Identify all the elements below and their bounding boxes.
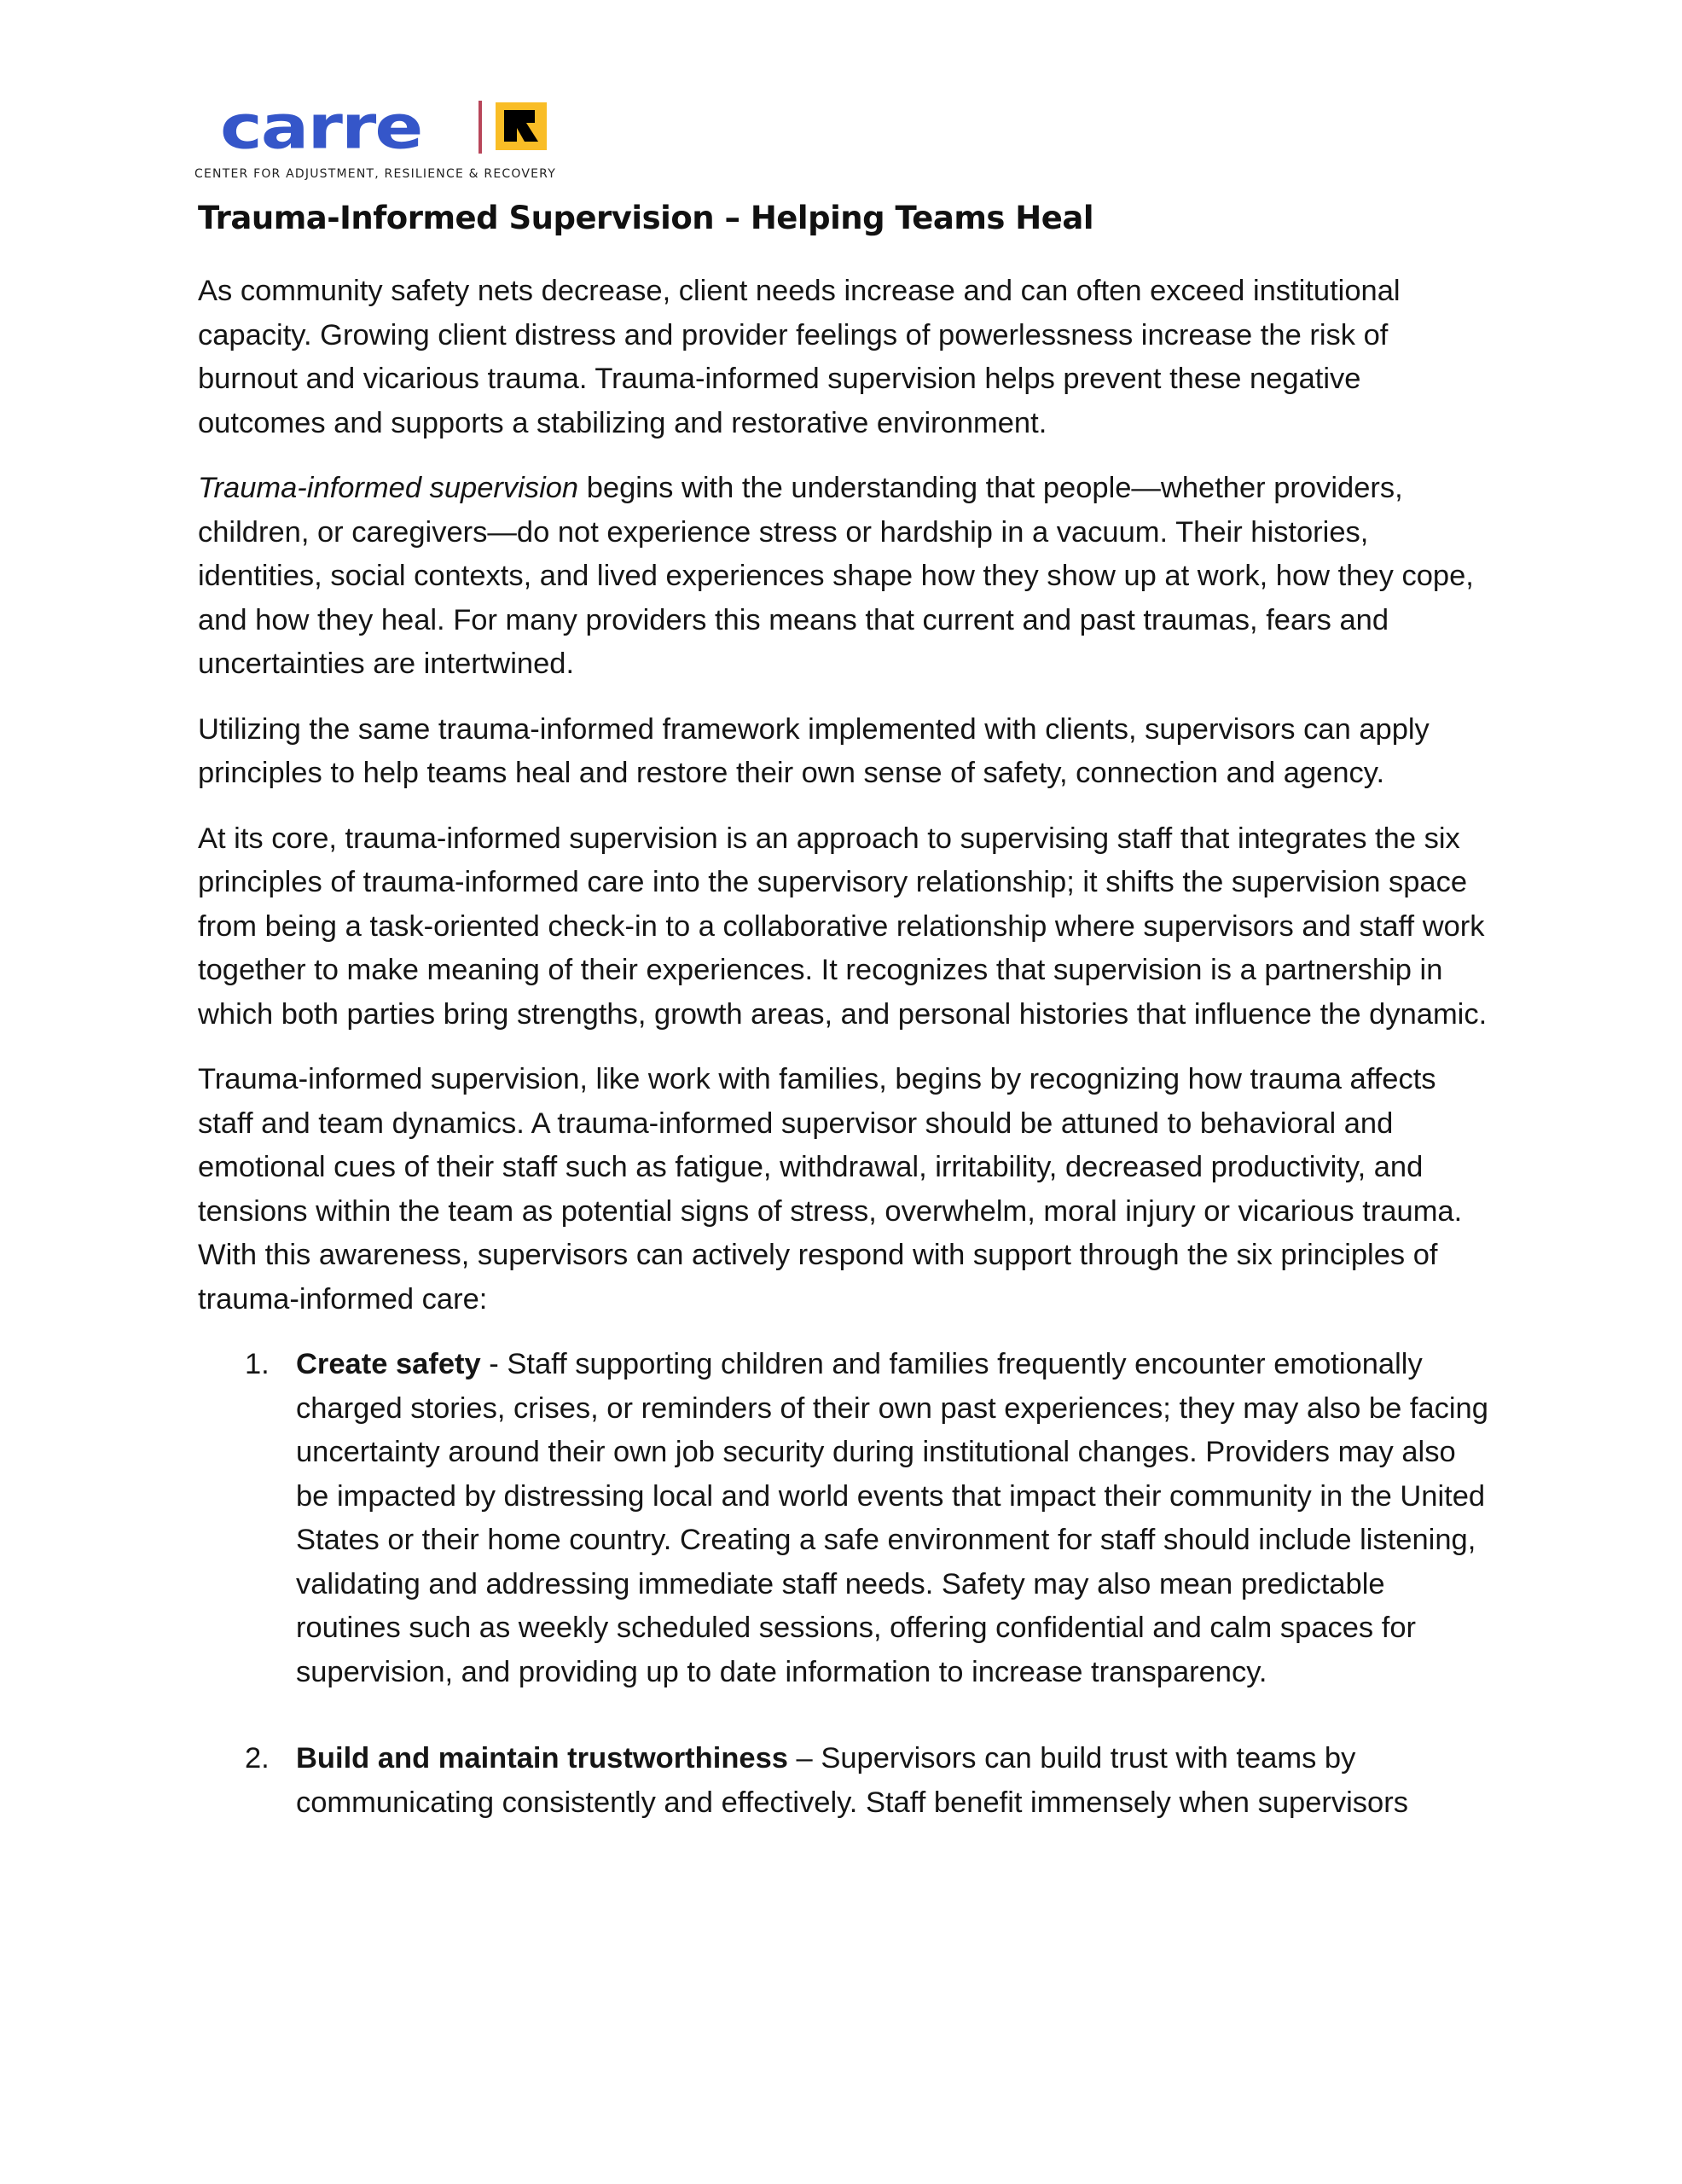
principle-heading: Build and maintain trustworthiness [296, 1742, 788, 1774]
principles-list [198, 1343, 1494, 1825]
logo-mark [220, 91, 422, 163]
document-title: Trauma-Informed Supervision – Helping Teams Heal [198, 200, 1094, 236]
paragraph-definition [198, 467, 1494, 687]
principle-text: Supervisors can build trust with teams by communicating consistently and effectively. Staff benefit immensely when supervisors [296, 1742, 1408, 1819]
principle-item [198, 1737, 1494, 1825]
principle-separator: – [787, 1742, 821, 1774]
principle-text: Staff supporting children and families frequently encounter emotionally charged stories, crises, or reminders of their own past experiences; they may also be facing uncertainty around their own job security during institutional changes. Providers may also be impacted by distressing local and world events that impact their community in the United States or their home country. Creating a safe environment for staff should include listening, validating and addressing immediate staff needs. Safety may also mean predictable routines such as weekly scheduled sessions, offering confidential and calm spaces for supervision, and providing up to date information to increase transparency. [296, 1348, 1488, 1688]
principle-item [198, 1343, 1494, 1694]
paragraph-recognizing: Trauma-informed supervision, like work with families, begins by recognizing how trauma affects staff and team dynamics. A trauma-informed supervisor should be attuned to behavioral and emotional cues of their staff such as fatigue, withdrawal, irritability, decreased productivity, and tensions within the team as potential signs of stress, overwhelm, moral injury or vicarious trauma. With this awareness, supervisors can actively respond with support through the six principles of trauma-informed care: [198, 1063, 1463, 1316]
principle-number: 2. [245, 1742, 270, 1774]
emphasis-term: Trauma-informed supervision [198, 472, 579, 504]
paragraph-definition-text: begins with the understanding that people—whether providers, children, or caregivers—do not experience stress or hardship in a vacuum. Their histories, identities, social contexts, and lived experiences shape how they show up at work, how they cope, and how they heal. For many providers this means that current and past traumas, fears and uncertainties are intertwined. [198, 472, 1474, 680]
principle-heading: Create safety [296, 1348, 481, 1380]
document-body [198, 270, 1494, 1867]
carre-logo [194, 91, 587, 181]
principle-separator: - [480, 1348, 508, 1380]
irc-arrow-icon [496, 102, 547, 150]
principle-number: 1. [245, 1348, 270, 1380]
logo-wordmark: carre [220, 91, 422, 163]
paragraph-intro: As community safety nets decrease, client needs increase and can often exceed institutional capacity. Growing client distress and provider feelings of powerlessness increase the risk of burnout and vicarious trauma. Trauma-informed supervision helps prevent these negative outcomes and supports a stabilizing and restorative environment. [198, 275, 1401, 439]
irc-logo-icon [496, 102, 547, 150]
logo-tagline: CENTER FOR ADJUSTMENT, RESILIENCE & RECOVERY [194, 167, 556, 181]
paragraph-core: At its core, trauma-informed supervision is an approach to supervising staff that integrates the six principles of trauma-informed care into the supervisory relationship; it shifts the supervision space from being a task-oriented check-in to a collaborative relationship where supervisors and staff work together to make meaning of their experiences. It recognizes that supervision is a partnership in which both parties bring strengths, growth areas, and personal histories that influence the dynamic. [198, 822, 1488, 1031]
logo-divider [478, 101, 482, 154]
paragraph-framework: Utilizing the same trauma-informed framework implemented with clients, supervisors can apply principles to help teams heal and restore their own sense of safety, connection and agency. [198, 712, 1430, 789]
